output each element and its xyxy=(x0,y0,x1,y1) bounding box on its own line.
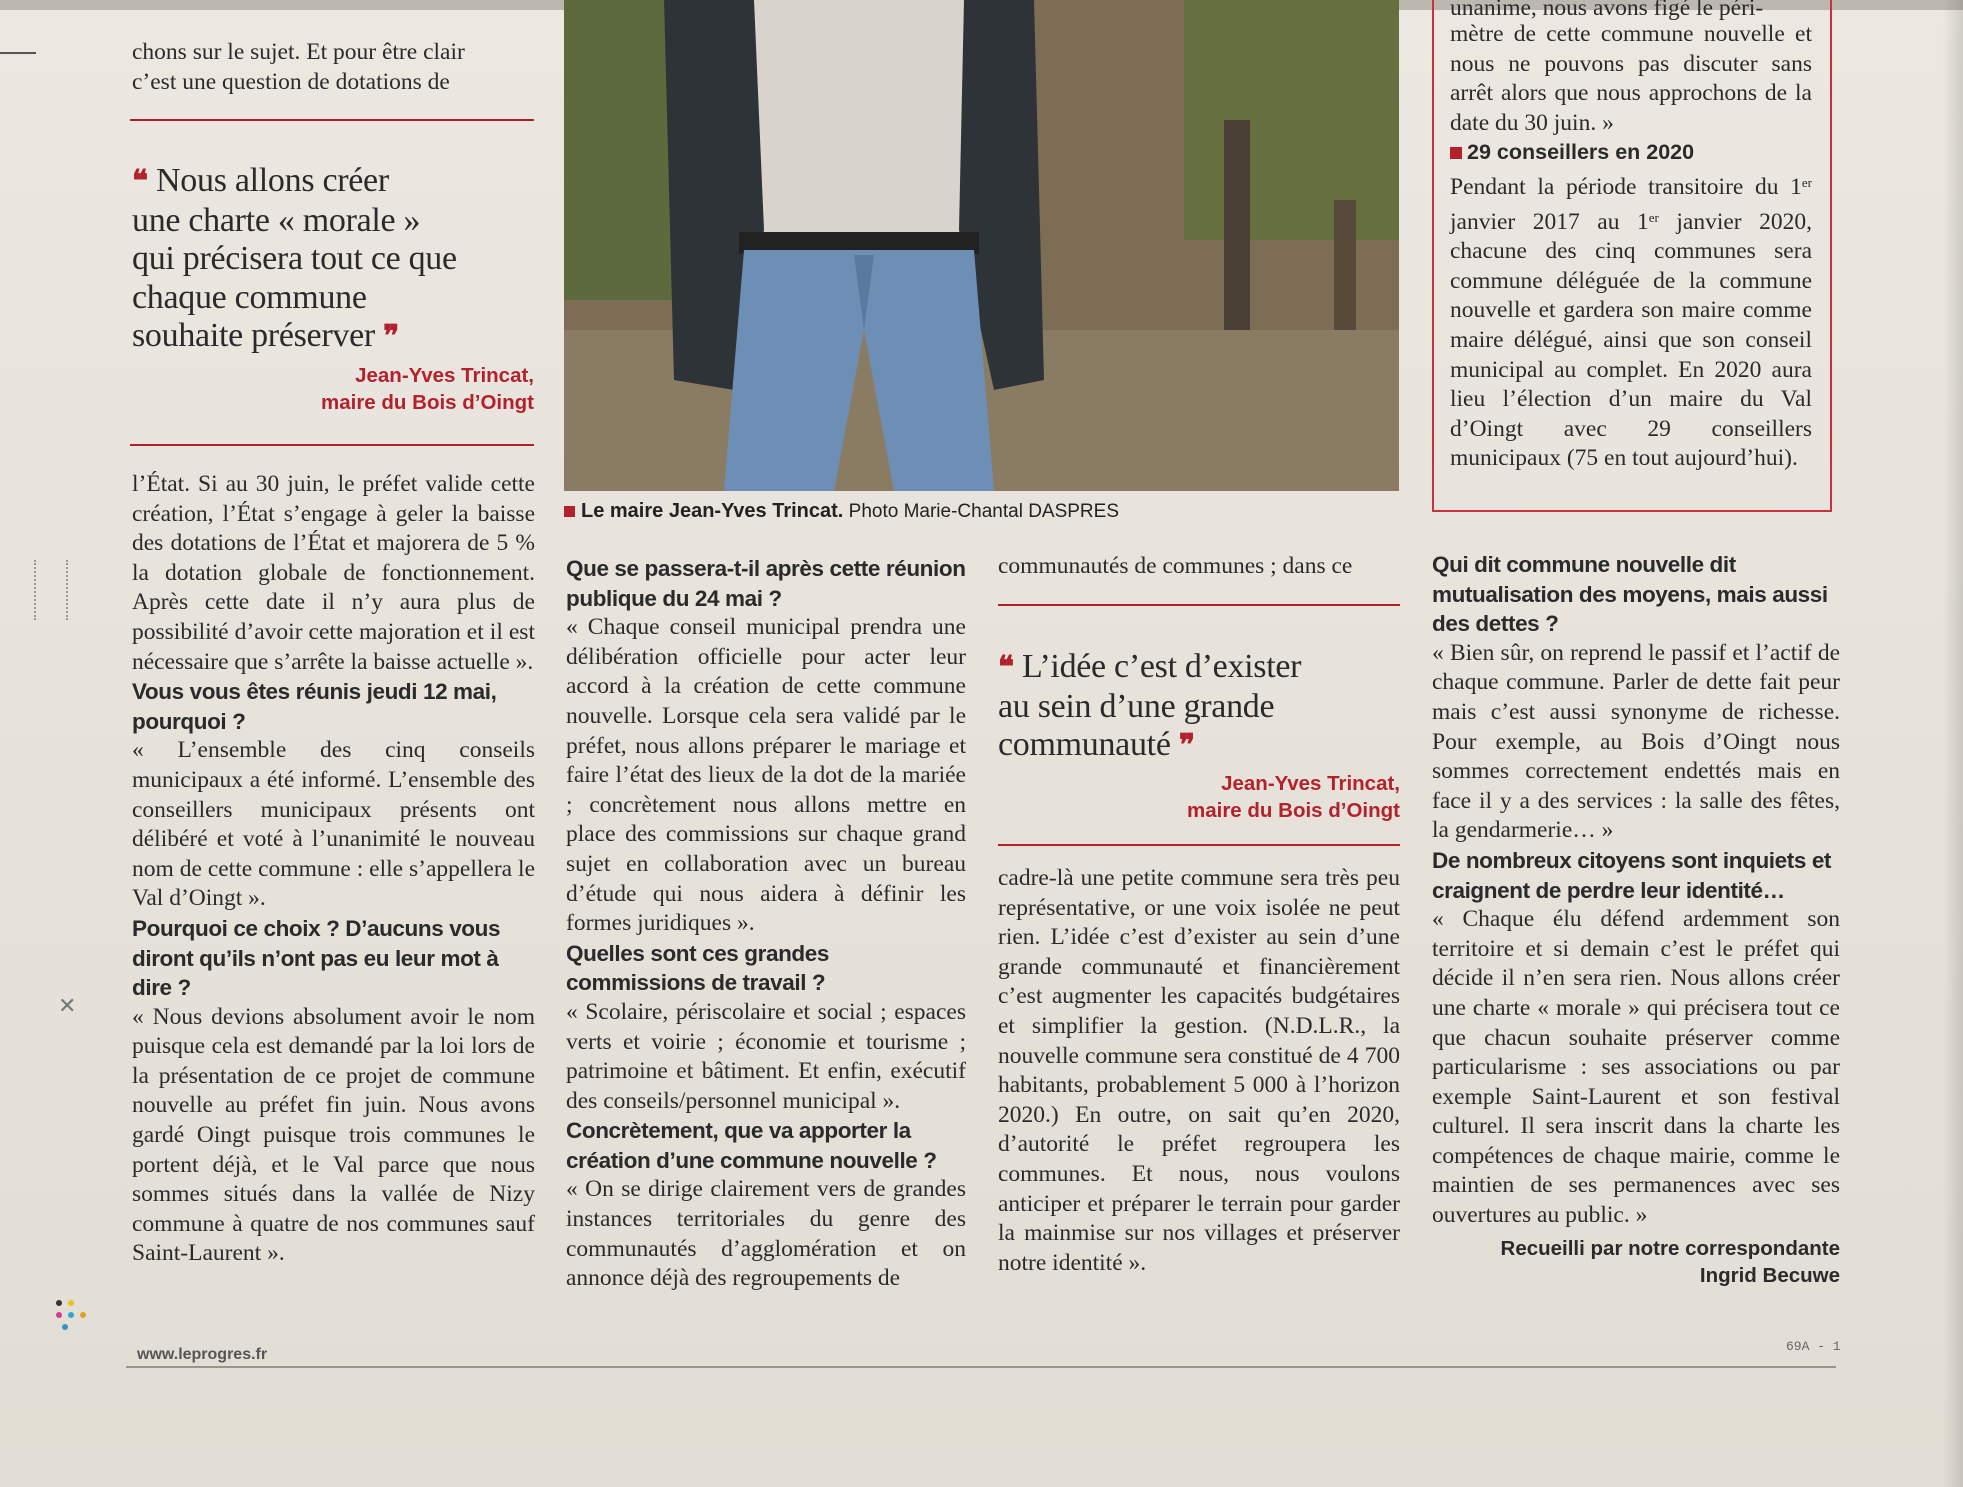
margin-mark xyxy=(0,52,36,54)
cmyk-dots xyxy=(54,1300,88,1334)
pull-quote-2-rule-bottom xyxy=(998,844,1400,846)
pull-quote-line: une charte « morale » xyxy=(132,201,421,239)
box-paragraph-2 xyxy=(1450,168,1812,474)
caption-title: Le maire Jean-Yves Trincat. xyxy=(581,500,844,522)
interview-answer: « L’ensemble des cinq conseils municipaux a été informé. L’ensemble des conseillers municipaux présents ont délibéré et voté à l’unanimité le nouveau nom de cette commune : elle s’appellera le Val d’Oingt ». xyxy=(132,737,535,912)
column-3-top xyxy=(998,552,1400,582)
text-line: communautés de communes ; dans ce xyxy=(998,553,1353,579)
subhead-bullet-icon xyxy=(1450,147,1462,159)
pull-quote-2 xyxy=(998,648,1408,766)
interview-answer: « On se dirige clairement vers de grandes instances territoriales du genre des communautés d’agglomération et on annonce déjà des regroupements de xyxy=(566,1176,966,1292)
pull-quote-line: communauté xyxy=(998,726,1171,763)
byline-line: Recueilli par notre correspondante xyxy=(1500,1236,1840,1260)
column-1-top xyxy=(132,38,535,97)
column-3-body xyxy=(998,864,1400,1278)
pull-quote-line: qui précisera tout ce que xyxy=(132,240,457,277)
byline-name: Ingrid Becuwe xyxy=(1699,1263,1840,1287)
interview-question: Concrètement, que va apporter la création d’une commune nouvelle ? xyxy=(566,1118,937,1173)
text-run: Pendant la période transitoire du 1 xyxy=(1450,173,1802,200)
pull-quote-2-attribution xyxy=(998,770,1400,824)
paragraph: l’État. Si au 30 juin, le préfet valide cette création, l’État s’engage à geler la baisse des dotations de l’État et majorera de 5 % la dotation globale de fonctionnement. Après cette date il n’y aura plus de possibilité d’avoir cette majoration et il est nécessaire que s’arrête la baisse actuelle ». xyxy=(132,471,535,675)
interview-answer: « Nous devions absolument avoir le nom puisque cela est demandé par la loi lors de la présentation de ce projet de commune nouvelle au préfet fin juin. Nous avons gardé Oingt puisque trois communes le portent déjà, et le Val parce que nous sommes situés dans la vallée de Nizy commune à quatre de nos communes sauf Saint-Laurent ». xyxy=(132,1003,535,1267)
footer-page-code: 69A - 1 xyxy=(1786,1339,1841,1354)
quote-open-icon: ❝ xyxy=(132,164,148,199)
text-line: c’est une question de dotations de xyxy=(132,68,450,95)
box-subhead-text: 29 conseillers en 2020 xyxy=(1467,140,1695,165)
quote-open-icon: ❝ xyxy=(998,650,1014,685)
interview-question: Qui dit commune nouvelle dit mutualisation des moyens, mais aussi des dettes ? xyxy=(1432,552,1828,637)
registration-marks xyxy=(34,560,74,650)
pull-quote-line: souhaite préserver xyxy=(132,317,375,354)
footer-url: www.leprogres.fr xyxy=(137,1346,268,1363)
page-fold-shadow xyxy=(1943,0,1963,1487)
pull-quote-1 xyxy=(132,162,542,357)
interview-question: De nombreux citoyens sont inquiets et craignent de perdre leur identité… xyxy=(1432,847,1832,903)
interview-answer: « Chaque élu défend ardemment son territoire et si demain c’est le préfet qui décide il n’en sera rien. Nous allons créer une charte « morale » qui précisera tout ce que chacun souhaite préserver comme particularisme : ses associations ou par exemple Saint-Laurent et son festival culturel. Il sera inscrit dans la charte les compétences de chaque mairie, comme le maintien de ses permanences avec ses ouvertures au public. » xyxy=(1432,906,1840,1229)
pull-quote-line: Nous allons créer xyxy=(156,162,389,199)
quote-role: maire du Bois d’Oingt xyxy=(321,391,534,414)
pull-quote-1-attribution xyxy=(132,362,534,416)
caption-bullet-icon xyxy=(564,506,575,517)
photo-caption xyxy=(564,500,1119,523)
photo-illustration xyxy=(564,0,1399,491)
pull-quote-rule-bottom xyxy=(130,444,534,446)
byline xyxy=(1432,1235,1840,1289)
pull-quote-line: L’idée c’est d’exister xyxy=(1022,648,1302,685)
superscript: er xyxy=(1801,174,1812,190)
interview-answer: « Chaque conseil municipal prendra une délibération officielle pour acter leur accord à la création de cette commune nouvelle. Lorsque cela sera validé par le préfet, nous allons préparer le mariage et faire l’état des lieux de la dot de la mariée ; concrètement nous allons mettre en place des commissions sur chaque grand sujet en collaboration avec un bureau d’étude qui nous aidera à définir les formes juridiques ». xyxy=(566,614,966,937)
paragraph: cadre-là une petite commune sera très peu représentative, or une voix isolée ne peut rien. L’idée c’est d’exister au sein d’une grande communauté et financièrement c’est augmenter les capacités budgétaires et simplifier la gestion. (N.D.L.R., la nouvelle commune sera constitué de 4 700 habitants, probablement 5 000 à l’horizon 2020.) En outre, on sait qu’en 2020, d’autorité le préfet regroupera les communes. Et nous, nous voulons anticiper et préparer le terrain pour garder la mainmise sur nos villages et préserver notre identité ». xyxy=(998,865,1400,1276)
text-line: chons sur le sujet. Et pour être clair xyxy=(132,39,465,65)
margin-cross-mark: ✕ xyxy=(58,994,77,1019)
interview-question: Pourquoi ce choix ? D’aucuns vous diront qu’ils n’ont pas eu leur mot à dire ? xyxy=(132,915,501,1001)
quote-close-icon: ❞ xyxy=(1178,728,1195,763)
column-1-body xyxy=(132,470,535,1269)
sidebar-box xyxy=(1432,0,1832,512)
interview-question: Quelles sont ces grandes commissions de travail ? xyxy=(566,940,830,996)
box-paragraph: mètre de cette commune nouvelle et nous ne pouvons pas discuter sans arrêt alors que nous approchons de la date du 30 juin. » xyxy=(1450,21,1812,136)
quote-role: maire du Bois d’Oingt xyxy=(1187,799,1400,822)
box-body xyxy=(1450,2,1812,474)
box-partial-line: unanime, nous avons figé le péri- xyxy=(1450,0,1764,20)
pull-quote-rule-top xyxy=(130,119,534,121)
quote-author: Jean-Yves Trincat, xyxy=(355,364,534,387)
superscript: er xyxy=(1648,209,1659,225)
text-run: janvier 2017 au 1 xyxy=(1450,208,1649,235)
pull-quote-line: chaque commune xyxy=(132,278,367,316)
text-run: janvier 2020, chacune des cinq communes sera commune déléguée de la commune nouvelle et gardera son maire comme maire délégué, ainsi que son conseil municipal au complet. En 2020 aura lieu l’élection d’un maire du Val d’Oingt avec 29 conseillers municipaux (75 en tout aujourd’hui). xyxy=(1450,208,1812,472)
interview-answer: « Bien sûr, on reprend le passif et l’actif de chaque commune. Parler de dette fait peur mais c’est aussi synonyme de richesse. Pour exemple, au Bois d’Oingt nous sommes correctement endettés mais en face il y a des services : la salle des fêtes, la gendarmerie… » xyxy=(1432,639,1840,844)
column-4 xyxy=(1432,550,1840,1289)
footer-rule xyxy=(126,1366,1836,1368)
interview-question: Vous vous êtes réunis jeudi 12 mai, pourquoi ? xyxy=(132,679,497,734)
interview-answer: « Scolaire, périscolaire et social ; espaces verts et voirie ; économie et tourisme ; patrimoine et bâtiment. Et enfin, exécutif des conseils/personnel municipal ». xyxy=(566,998,966,1114)
quote-close-icon: ❞ xyxy=(383,319,399,354)
quote-author: Jean-Yves Trincat, xyxy=(1221,772,1400,795)
caption-credit: Photo Marie-Chantal DASPRES xyxy=(848,501,1119,522)
box-subhead xyxy=(1450,138,1812,168)
pull-quote-line: au sein d’une grande xyxy=(998,687,1275,725)
mayor-photo xyxy=(564,0,1399,491)
column-2 xyxy=(566,554,966,1294)
interview-question: Que se passera-t-il après cette réunion publique du 24 mai ? xyxy=(566,556,966,611)
pull-quote-2-rule-top xyxy=(998,604,1400,606)
